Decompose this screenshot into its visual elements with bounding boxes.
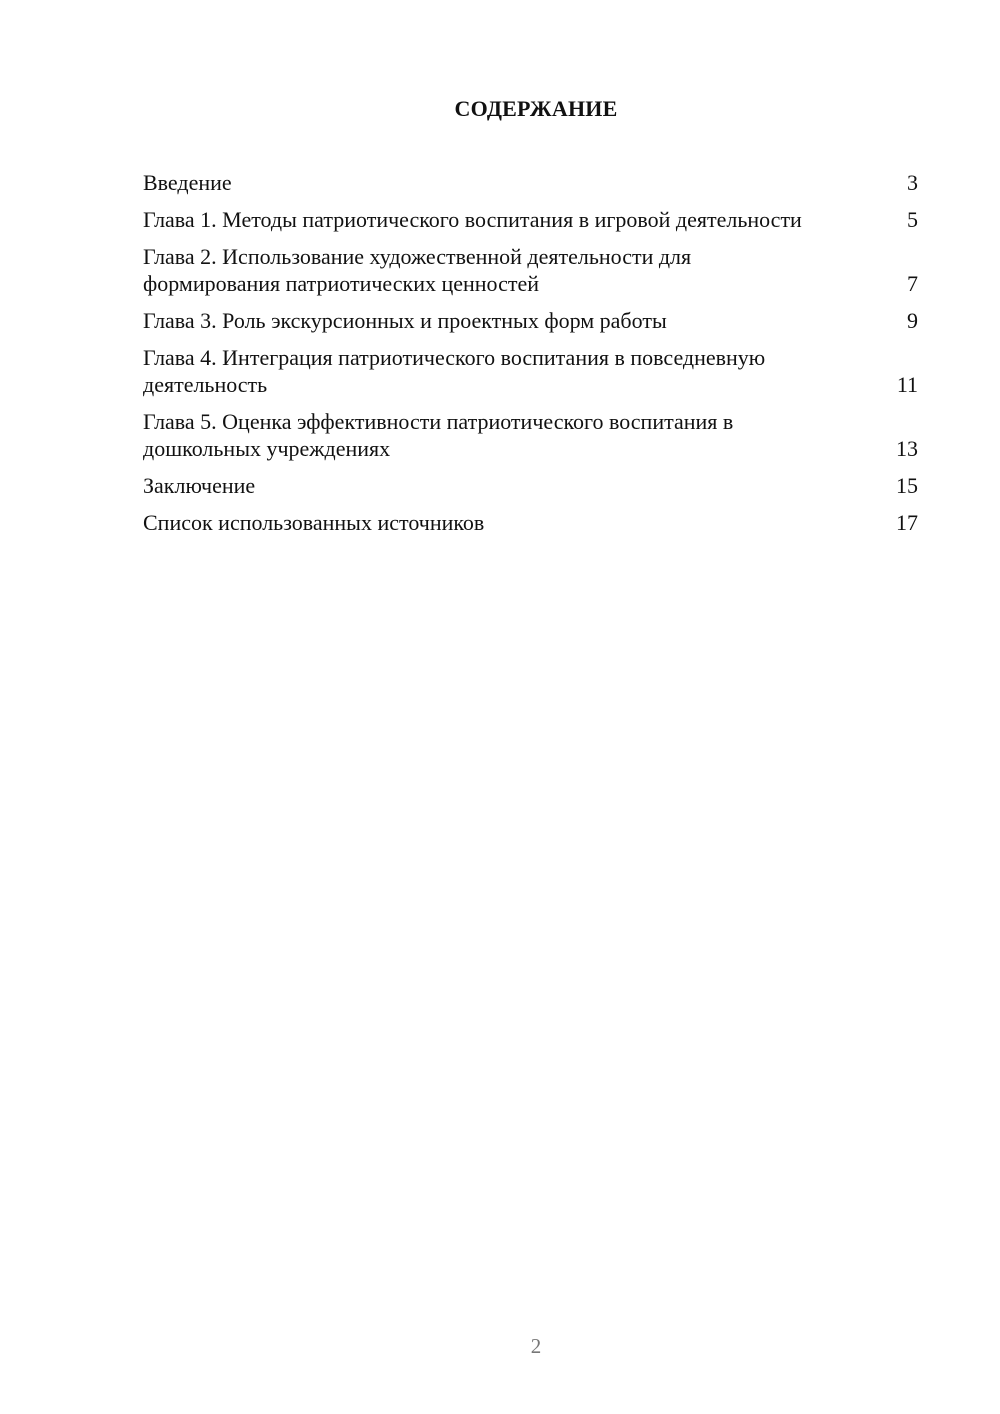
toc-entry-chapter-4 bbox=[143, 344, 918, 398]
toc-entry-text: Глава 1. Методы патриотического воспитания в игровой деятельности bbox=[143, 207, 802, 232]
toc-entry-text: Глава 4. Интеграция патриотического воспитания в повседневную деятельность bbox=[143, 345, 766, 397]
toc-entry-text: Введение bbox=[143, 170, 232, 195]
toc-entry-chapter-5 bbox=[143, 408, 918, 462]
toc-entry-chapter-3 bbox=[143, 307, 918, 334]
toc-entry-chapter-2 bbox=[143, 243, 918, 297]
toc-entry-text: Глава 3. Роль экскурсионных и проектных форм работы bbox=[143, 308, 667, 333]
page-title: СОДЕРЖАНИЕ bbox=[454, 96, 618, 121]
toc-entry-page: 17 bbox=[896, 510, 918, 535]
toc-entry-conclusion bbox=[143, 472, 918, 499]
toc-entry-page: 11 bbox=[896, 372, 918, 397]
toc-entry-page: 13 bbox=[896, 436, 918, 461]
toc-entry-page: 3 bbox=[907, 170, 918, 195]
toc-entry-page: 5 bbox=[907, 207, 918, 232]
toc-entry-introduction bbox=[143, 169, 918, 196]
toc-entry-text: Глава 5. Оценка эффективности патриотического воспитания в дошкольных учреждениях bbox=[143, 409, 734, 461]
toc-entry-page: 9 bbox=[907, 308, 918, 333]
toc-entry-text: Список использованных источников bbox=[143, 510, 485, 535]
toc-entry-text: Заключение bbox=[143, 473, 256, 498]
toc-entry-text: Глава 2. Использование художественной деятельности для формирования патриотических ценностей bbox=[143, 244, 692, 296]
page-number: 2 bbox=[530, 1334, 542, 1358]
toc-entry-chapter-1 bbox=[143, 206, 918, 233]
table-of-contents bbox=[143, 169, 918, 546]
toc-entry-references bbox=[143, 509, 918, 536]
toc-entry-page: 15 bbox=[896, 473, 918, 498]
toc-entry-page: 7 bbox=[907, 271, 918, 296]
